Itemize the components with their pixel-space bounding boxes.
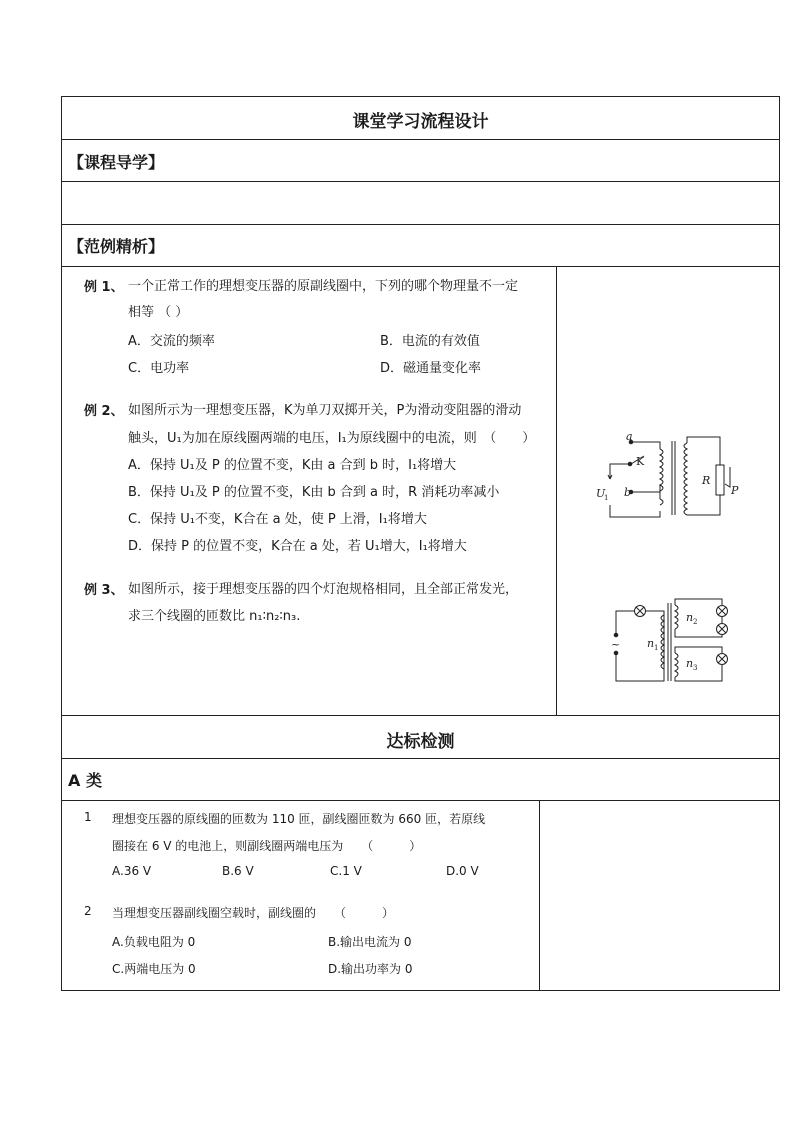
rheostat-R (716, 465, 724, 495)
transformer-switch-circuit-diagram (590, 427, 750, 527)
source-wire-top (610, 464, 628, 479)
question-1-option-d: D.0 V (446, 864, 479, 878)
column-divider (539, 800, 540, 990)
label-n1-subscript: 1 (654, 644, 659, 652)
label-n2: n (686, 611, 694, 624)
secondary-coil-n3 (675, 653, 678, 677)
example-1-stem-line1: 一个正常工作的理想变压器的原副线圈中，下列的哪个物理量不一定 (128, 279, 519, 294)
question-1-option-c: C.1 V (330, 864, 362, 878)
example-2-option-c: C．保持 U₁不变，K合在 a 处，使 P 上滑，I₁将增大 (128, 512, 427, 527)
label-P: P (731, 484, 739, 497)
example-2-option-a: A．保持 U₁及 P 的位置不变，K由 a 合到 b 时，I₁将增大 (128, 458, 457, 473)
secondary-coil-n2 (675, 605, 678, 629)
label-n3: n (686, 657, 694, 670)
label-U-subscript: 1 (604, 494, 609, 502)
primary-coil-lower (660, 491, 663, 505)
section-class-a: A 类 (68, 771, 102, 790)
question-1-number: 1 (84, 810, 92, 824)
question-1-option-b: B.6 V (222, 864, 254, 878)
label-R: R (702, 474, 711, 487)
question-2-number: 2 (84, 904, 92, 918)
question-1-option-a: A.36 V (112, 864, 152, 878)
example-3-stem-line2: 求三个线圈的匝数比 n₁∶n₂∶n₃. (128, 609, 301, 624)
ac-source-symbol: ~ (611, 638, 621, 651)
secondary-coil (684, 443, 687, 515)
source-wire-bottom (610, 505, 660, 517)
primary-coil (660, 449, 663, 491)
question-1-stem-line1: 理想变压器的原线圈的匝数为 110 匝，副线圈匝数为 660 匝，若原线 (112, 812, 486, 826)
page-title: 课堂学习流程设计 (352, 112, 489, 132)
primary-lamp-cross (636, 607, 644, 615)
example-3-stem-line1: 如图所示，接于理想变压器的四个灯泡规格相同，且全部正常发光， (128, 582, 519, 597)
label-n1: n (647, 637, 655, 650)
section-assessment: 达标检测 (386, 732, 455, 752)
section-examples: 【范例精析】 (68, 237, 165, 256)
example-2-option-b: B．保持 U₁及 P 的位置不变，K由 b 合到 a 时，R 消耗功率减小 (128, 485, 500, 500)
row-divider (62, 139, 779, 140)
example-2-number: 例 2、 (84, 404, 124, 419)
secondary-loop-n3 (675, 647, 722, 681)
question-2-option-d: D.输出功率为 0 (328, 962, 413, 976)
question-2-option-c: C.两端电压为 0 (112, 962, 196, 976)
row-divider (62, 181, 779, 182)
label-a: a (626, 430, 633, 443)
question-1-stem-line2: 圈接在 6 V 的电池上，则副线圈两端电压为 （ ） (112, 839, 422, 853)
label-U: U (596, 487, 606, 500)
label-n3-subscript: 3 (693, 664, 698, 672)
section-course-intro: 【课程导学】 (68, 153, 165, 172)
source-terminal-top (614, 633, 618, 637)
wire-a (633, 442, 660, 449)
example-2-option-d: D．保持 P 的位置不变，K合在 a 处，若 U₁增大，I₁将增大 (128, 539, 467, 554)
column-divider (556, 266, 557, 715)
example-1-number: 例 1、 (84, 280, 124, 295)
example-2-stem-line2: 触头，U₁为加在原线圈两端的电压，I₁为原线圈中的电流，则 （ ） (128, 431, 536, 446)
question-2-stem: 当理想变压器副线圈空载时，副线圈的 （ ） (112, 906, 395, 920)
example-3-number: 例 3、 (84, 583, 124, 598)
question-2-option-b: B.输出电流为 0 (328, 935, 412, 949)
example-1-option-c: C．电功率 (128, 361, 190, 376)
lamp-cross (718, 607, 726, 615)
example-1-option-b: B．电流的有效值 (380, 334, 480, 349)
row-divider (62, 715, 779, 716)
slider-P (725, 467, 730, 487)
lamp-cross (718, 625, 726, 633)
example-2-stem-line1: 如图所示为一理想变压器，K为单刀双掷开关，P为滑动变阻器的滑动 (128, 403, 522, 418)
label-b: b (624, 486, 632, 499)
lesson-table (61, 96, 780, 991)
example-1-stem-line2: 相等 （ ） (128, 305, 189, 320)
secondary-loop-n2 (675, 599, 722, 637)
row-divider (62, 758, 779, 759)
label-K: K (636, 455, 645, 468)
example-1-option-a: A．交流的频率 (128, 334, 215, 349)
row-divider (62, 800, 779, 801)
example-1-option-d: D．磁通量变化率 (380, 361, 482, 376)
lamp-cross (718, 655, 726, 663)
source-terminal-bottom (614, 651, 618, 655)
label-n2-subscript: 2 (693, 618, 698, 626)
question-2-option-a: A.负载电阻为 0 (112, 935, 196, 949)
row-divider (62, 266, 779, 267)
transformer-lamps-circuit-diagram (602, 591, 732, 687)
row-divider (62, 224, 779, 225)
wire-b (633, 485, 660, 492)
